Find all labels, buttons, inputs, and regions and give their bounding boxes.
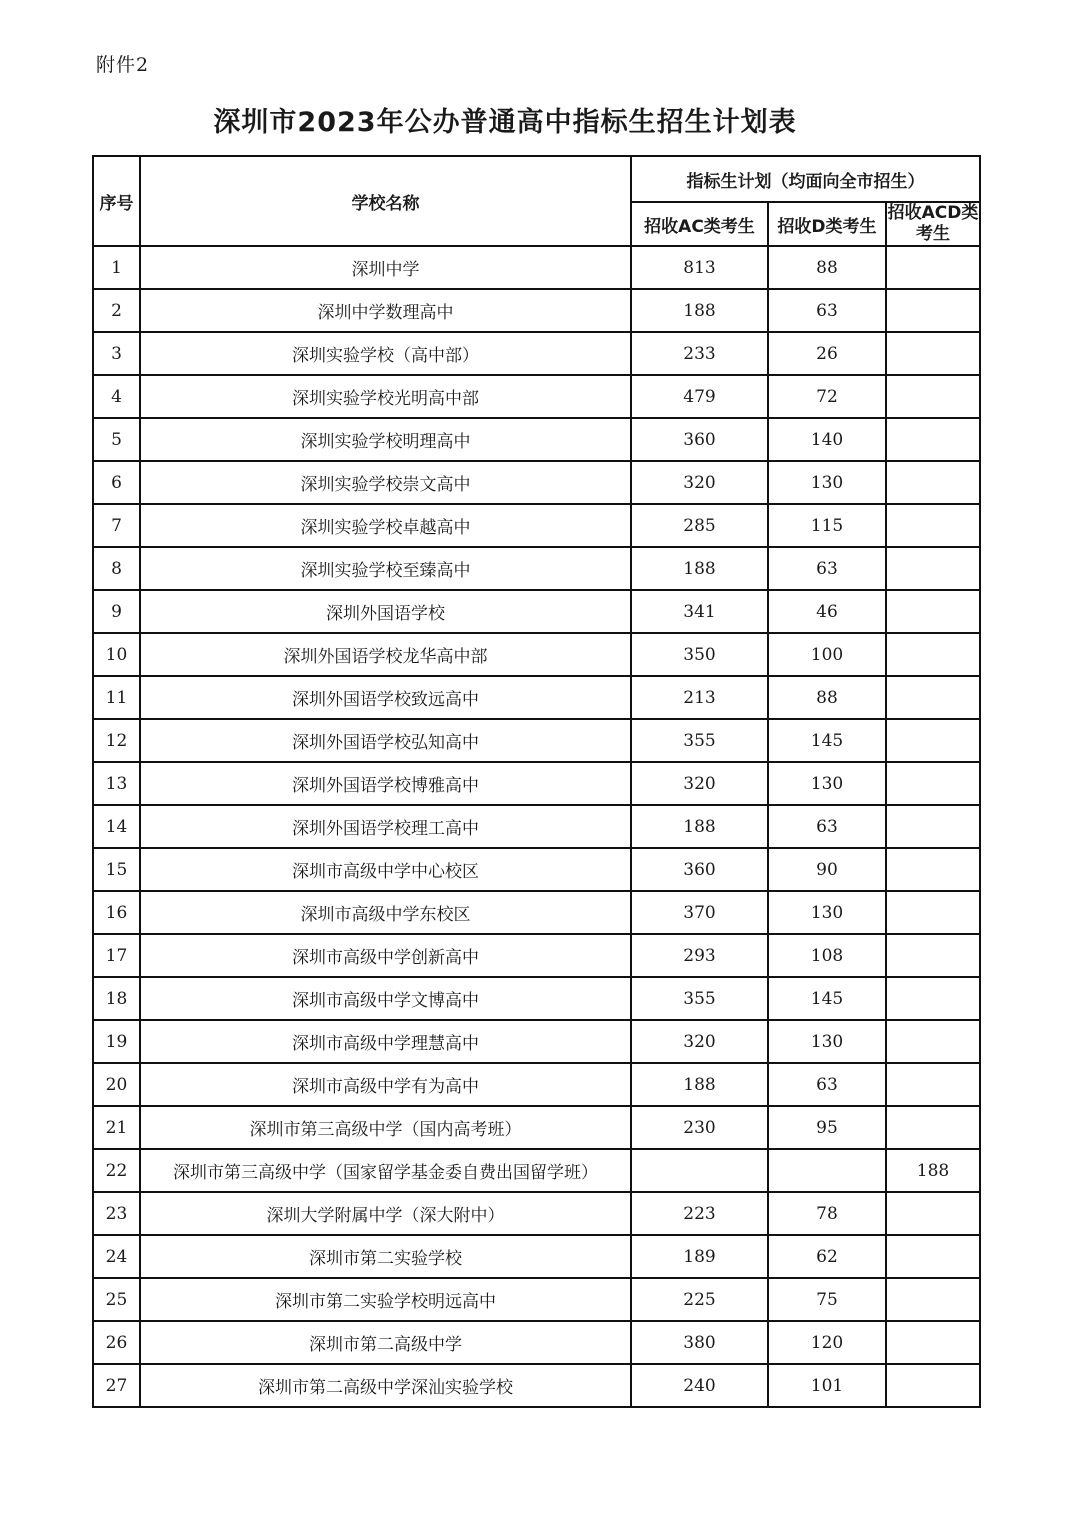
ac-count: 320 <box>631 461 768 504</box>
header-acd: 招收ACD类考生 <box>887 203 979 244</box>
table-row <box>93 848 980 891</box>
ac-count: 285 <box>631 504 768 547</box>
ac-count: 355 <box>631 719 768 762</box>
acd-count <box>886 547 980 590</box>
table-header-row <box>93 156 980 202</box>
header-plan-group: 指标生计划（均面向全市招生） <box>631 156 980 202</box>
row-index: 18 <box>93 977 140 1020</box>
acd-count <box>886 805 980 848</box>
d-count: 75 <box>768 1278 886 1321</box>
table-row <box>93 977 980 1020</box>
row-index: 21 <box>93 1106 140 1149</box>
d-count: 46 <box>768 590 886 633</box>
acd-count <box>886 332 980 375</box>
header-d: 招收D类考生 <box>768 202 886 246</box>
d-count: 108 <box>768 934 886 977</box>
school-name: 深圳实验学校（高中部） <box>140 332 631 375</box>
table-row <box>93 246 980 289</box>
table-row <box>93 805 980 848</box>
header-school-name: 学校名称 <box>140 156 631 246</box>
d-count: 90 <box>768 848 886 891</box>
d-count: 100 <box>768 633 886 676</box>
acd-count <box>886 848 980 891</box>
ac-count: 341 <box>631 590 768 633</box>
table-row <box>93 719 980 762</box>
d-count: 130 <box>768 762 886 805</box>
acd-count <box>886 1192 980 1235</box>
ac-count: 188 <box>631 1063 768 1106</box>
row-index: 8 <box>93 547 140 590</box>
ac-count: 293 <box>631 934 768 977</box>
d-count: 120 <box>768 1321 886 1364</box>
school-name: 深圳中学数理高中 <box>140 289 631 332</box>
acd-count <box>886 1063 980 1106</box>
school-name: 深圳实验学校至臻高中 <box>140 547 631 590</box>
row-index: 23 <box>93 1192 140 1235</box>
acd-count <box>886 934 980 977</box>
d-count: 72 <box>768 375 886 418</box>
page-title: 深圳市2023年公办普通高中指标生招生计划表 <box>213 107 797 138</box>
table-row <box>93 289 980 332</box>
acd-count <box>886 676 980 719</box>
table-body <box>93 246 980 1407</box>
ac-count: 360 <box>631 848 768 891</box>
table-row <box>93 375 980 418</box>
d-count <box>768 1149 886 1192</box>
d-count: 63 <box>768 289 886 332</box>
table-row <box>93 1063 980 1106</box>
d-count: 145 <box>768 977 886 1020</box>
d-count: 130 <box>768 1020 886 1063</box>
table-row <box>93 633 980 676</box>
ac-count: 350 <box>631 633 768 676</box>
acd-count <box>886 762 980 805</box>
d-count: 78 <box>768 1192 886 1235</box>
ac-count <box>631 1149 768 1192</box>
acd-count <box>886 719 980 762</box>
school-name: 深圳市高级中学理慧高中 <box>140 1020 631 1063</box>
row-index: 24 <box>93 1235 140 1278</box>
table-row <box>93 504 980 547</box>
school-name: 深圳市高级中学有为高中 <box>140 1063 631 1106</box>
table-row <box>93 547 980 590</box>
row-index: 12 <box>93 719 140 762</box>
d-count: 63 <box>768 1063 886 1106</box>
acd-count <box>886 375 980 418</box>
d-count: 63 <box>768 547 886 590</box>
row-index: 14 <box>93 805 140 848</box>
ac-count: 188 <box>631 289 768 332</box>
school-name: 深圳市高级中学文博高中 <box>140 977 631 1020</box>
d-count: 88 <box>768 246 886 289</box>
row-index: 15 <box>93 848 140 891</box>
enrollment-plan-table <box>92 155 981 1408</box>
school-name: 深圳市高级中学中心校区 <box>140 848 631 891</box>
row-index: 20 <box>93 1063 140 1106</box>
row-index: 5 <box>93 418 140 461</box>
ac-count: 225 <box>631 1278 768 1321</box>
d-count: 130 <box>768 461 886 504</box>
school-name: 深圳实验学校崇文高中 <box>140 461 631 504</box>
school-name: 深圳外国语学校博雅高中 <box>140 762 631 805</box>
table-row <box>93 1149 980 1192</box>
acd-count <box>886 289 980 332</box>
acd-count: 188 <box>886 1149 980 1192</box>
acd-count <box>886 504 980 547</box>
row-index: 26 <box>93 1321 140 1364</box>
school-name: 深圳外国语学校 <box>140 590 631 633</box>
acd-count <box>886 246 980 289</box>
row-index: 11 <box>93 676 140 719</box>
ac-count: 813 <box>631 246 768 289</box>
row-index: 3 <box>93 332 140 375</box>
ac-count: 240 <box>631 1364 768 1407</box>
acd-count <box>886 1278 980 1321</box>
row-index: 2 <box>93 289 140 332</box>
d-count: 88 <box>768 676 886 719</box>
table-row <box>93 1321 980 1364</box>
ac-count: 223 <box>631 1192 768 1235</box>
d-count: 63 <box>768 805 886 848</box>
table-row <box>93 1106 980 1149</box>
school-name: 深圳外国语学校致远高中 <box>140 676 631 719</box>
ac-count: 188 <box>631 547 768 590</box>
header-index: 序号 <box>93 156 140 246</box>
header-ac: 招收AC类考生 <box>631 202 768 246</box>
row-index: 10 <box>93 633 140 676</box>
table-row <box>93 1278 980 1321</box>
school-name: 深圳外国语学校龙华高中部 <box>140 633 631 676</box>
table-row <box>93 332 980 375</box>
acd-count <box>886 1364 980 1407</box>
attachment-label: 附件2 <box>96 54 150 76</box>
table-row <box>93 1235 980 1278</box>
ac-count: 360 <box>631 418 768 461</box>
table-row <box>93 762 980 805</box>
ac-count: 320 <box>631 1020 768 1063</box>
ac-count: 230 <box>631 1106 768 1149</box>
row-index: 16 <box>93 891 140 934</box>
ac-count: 479 <box>631 375 768 418</box>
row-index: 9 <box>93 590 140 633</box>
school-name: 深圳市第三高级中学（国内高考班） <box>140 1106 631 1149</box>
school-name: 深圳市第二实验学校明远高中 <box>140 1278 631 1321</box>
acd-count <box>886 977 980 1020</box>
d-count: 101 <box>768 1364 886 1407</box>
row-index: 6 <box>93 461 140 504</box>
school-name: 深圳实验学校光明高中部 <box>140 375 631 418</box>
d-count: 62 <box>768 1235 886 1278</box>
row-index: 13 <box>93 762 140 805</box>
acd-count <box>886 1321 980 1364</box>
table-row <box>93 891 980 934</box>
row-index: 7 <box>93 504 140 547</box>
ac-count: 213 <box>631 676 768 719</box>
school-name: 深圳市高级中学东校区 <box>140 891 631 934</box>
table-row <box>93 1020 980 1063</box>
school-name: 深圳市第三高级中学（国家留学基金委自费出国留学班） <box>140 1149 631 1192</box>
acd-count <box>886 1020 980 1063</box>
acd-count <box>886 461 980 504</box>
ac-count: 320 <box>631 762 768 805</box>
row-index: 22 <box>93 1149 140 1192</box>
school-name: 深圳实验学校卓越高中 <box>140 504 631 547</box>
table-row <box>93 461 980 504</box>
school-name: 深圳市第二高级中学 <box>140 1321 631 1364</box>
acd-count <box>886 1106 980 1149</box>
acd-count <box>886 590 980 633</box>
d-count: 115 <box>768 504 886 547</box>
ac-count: 380 <box>631 1321 768 1364</box>
acd-count <box>886 891 980 934</box>
d-count: 130 <box>768 891 886 934</box>
table-row <box>93 590 980 633</box>
school-name: 深圳中学 <box>140 246 631 289</box>
row-index: 25 <box>93 1278 140 1321</box>
school-name: 深圳市第二高级中学深汕实验学校 <box>140 1364 631 1407</box>
d-count: 95 <box>768 1106 886 1149</box>
acd-count <box>886 418 980 461</box>
table-row <box>93 1192 980 1235</box>
table-row <box>93 418 980 461</box>
ac-count: 188 <box>631 805 768 848</box>
row-index: 19 <box>93 1020 140 1063</box>
ac-count: 233 <box>631 332 768 375</box>
school-name: 深圳外国语学校理工高中 <box>140 805 631 848</box>
row-index: 27 <box>93 1364 140 1407</box>
row-index: 17 <box>93 934 140 977</box>
acd-count <box>886 1235 980 1278</box>
d-count: 145 <box>768 719 886 762</box>
school-name: 深圳外国语学校弘知高中 <box>140 719 631 762</box>
table-row <box>93 676 980 719</box>
school-name: 深圳市高级中学创新高中 <box>140 934 631 977</box>
school-name: 深圳实验学校明理高中 <box>140 418 631 461</box>
acd-count <box>886 633 980 676</box>
ac-count: 355 <box>631 977 768 1020</box>
d-count: 140 <box>768 418 886 461</box>
table-row <box>93 1364 980 1407</box>
row-index: 1 <box>93 246 140 289</box>
row-index: 4 <box>93 375 140 418</box>
school-name: 深圳大学附属中学（深大附中） <box>140 1192 631 1235</box>
d-count: 26 <box>768 332 886 375</box>
ac-count: 189 <box>631 1235 768 1278</box>
school-name: 深圳市第二实验学校 <box>140 1235 631 1278</box>
table-row <box>93 934 980 977</box>
ac-count: 370 <box>631 891 768 934</box>
